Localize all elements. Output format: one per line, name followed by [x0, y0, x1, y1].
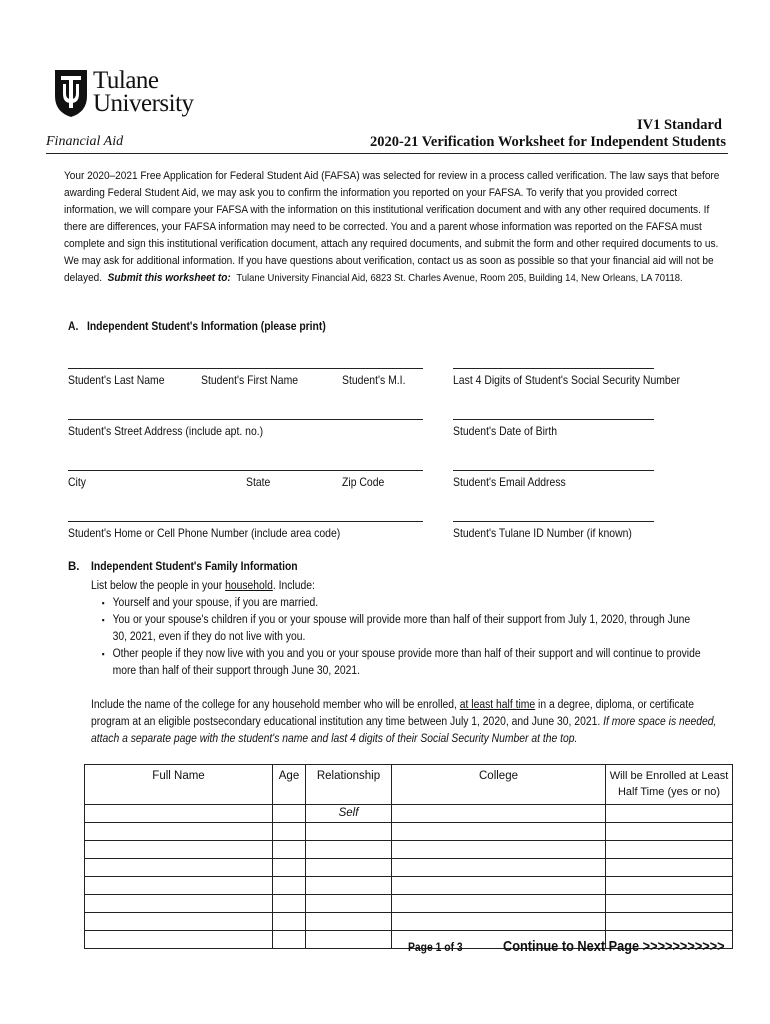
zip-label: Zip Code	[342, 476, 385, 489]
cell-age[interactable]	[273, 895, 306, 913]
bullet-item: ▪ You or your spouse's children if you or your spouse will provide more than half of their support from July 1, 2020, through June 30, 2021, even if they do not live with you.	[102, 612, 707, 646]
street-label: Student's Street Address (include apt. no.)	[68, 425, 264, 438]
section-b-letter: B.	[68, 561, 80, 573]
phone-line[interactable]	[68, 521, 423, 522]
dob-label: Student's Date of Birth	[453, 425, 558, 438]
cell-age[interactable]	[273, 877, 306, 895]
table-row	[85, 895, 733, 913]
half-time-term: at least half time	[459, 699, 536, 711]
tulane-id-label: Student's Tulane ID Number (if known)	[453, 527, 632, 540]
city-label: City	[68, 476, 86, 489]
cell-enrolled[interactable]	[606, 841, 733, 859]
cell-name[interactable]	[85, 859, 273, 877]
logo-wordmark-bottom: University	[93, 90, 194, 117]
cell-name[interactable]	[85, 931, 273, 949]
table-row	[85, 805, 733, 823]
cell-age[interactable]	[273, 859, 306, 877]
intro-line: complete and sign this institutional verification document, attach any required documents, and submit the form and other required documents to us.	[64, 238, 719, 250]
intro-line: We may ask for additional information. If you have questions about verification, contact us as soon as possible so that your financial aid will not be	[64, 255, 714, 267]
household-intro-pre: List below the people in your	[91, 580, 226, 592]
ssn-line[interactable]	[453, 368, 654, 369]
email-label: Student's Email Address	[453, 476, 566, 489]
cell-name[interactable]	[85, 841, 273, 859]
table-row	[85, 877, 733, 895]
cell-college[interactable]	[392, 823, 606, 841]
table-header-row	[85, 765, 733, 805]
college-paragraph	[91, 697, 721, 748]
intro-line: there are differences, your FAFSA information may need to be corrected. You and a parent whose information was reported on the FAFSA must	[64, 221, 702, 233]
university-logo	[53, 68, 223, 120]
table-row	[85, 859, 733, 877]
cell-relationship[interactable]	[306, 877, 392, 895]
tulane-id-line[interactable]	[453, 521, 654, 522]
col-college: College	[392, 765, 606, 805]
cell-age[interactable]	[273, 823, 306, 841]
college-text-2: in a degree, diploma, or certificate program at an eligible postsecondary educational institution any time between July 1, 2020, and June 30, 2021.	[91, 699, 694, 728]
tulane-shield-icon	[53, 68, 89, 118]
section-b-heading: Independent Student's Family Information	[91, 561, 298, 573]
cell-relationship-self: Self	[306, 805, 392, 823]
cell-name[interactable]	[85, 805, 273, 823]
cell-age[interactable]	[273, 931, 306, 949]
submit-label: Submit this worksheet to:	[107, 272, 231, 284]
bullet-item: ▪ Other people if they now live with you and you or your spouse provide more than half of their support and will continue to provide more than half of their support through June 30, 2021.	[102, 646, 707, 680]
household-bullets	[102, 595, 707, 680]
cell-relationship[interactable]	[306, 913, 392, 931]
first-name-label: Student's First Name	[201, 374, 299, 387]
table-row	[85, 913, 733, 931]
intro-delayed: delayed.	[64, 272, 103, 284]
cell-enrolled[interactable]	[606, 823, 733, 841]
cell-relationship[interactable]	[306, 841, 392, 859]
state-label: State	[246, 476, 271, 489]
mi-label: Student's M.I.	[342, 374, 406, 387]
cell-relationship[interactable]	[306, 931, 392, 949]
cell-enrolled[interactable]	[606, 877, 733, 895]
cell-college[interactable]	[392, 805, 606, 823]
cell-age[interactable]	[273, 805, 306, 823]
cell-relationship[interactable]	[306, 823, 392, 841]
phone-label: Student's Home or Cell Phone Number (include area code)	[68, 527, 341, 540]
email-line[interactable]	[453, 470, 654, 471]
table-row	[85, 823, 733, 841]
household-table	[84, 764, 733, 949]
cell-name[interactable]	[85, 823, 273, 841]
cell-enrolled[interactable]	[606, 805, 733, 823]
college-note: If more space is needed, attach a separate page with the student's name and last 4 digits of their Social Security Number at the top.	[91, 716, 717, 745]
cell-name[interactable]	[85, 895, 273, 913]
page-number: Page 1 of 3	[408, 942, 463, 954]
cell-enrolled[interactable]	[606, 859, 733, 877]
section-a-heading: A. Independent Student's Information (please print)	[68, 321, 326, 333]
dob-line[interactable]	[453, 419, 654, 420]
cell-college[interactable]	[392, 841, 606, 859]
cell-name[interactable]	[85, 877, 273, 895]
cell-name[interactable]	[85, 913, 273, 931]
form-title: 2020-21 Verification Worksheet for Independent Students	[370, 134, 726, 150]
cell-age[interactable]	[273, 913, 306, 931]
cell-enrolled[interactable]	[606, 895, 733, 913]
intro-line: information, we will compare your FAFSA with the information on this institutional verification document and with any other required documents. If	[64, 204, 710, 216]
col-enrolled: Will be Enrolled at Least Half Time (yes or no)	[606, 765, 733, 805]
submit-address: Tulane University Financial Aid, 6823 St. Charles Avenue, Room 205, Building 14, New Orleans, LA 70118.	[236, 272, 683, 284]
cell-enrolled[interactable]	[606, 913, 733, 931]
name-line[interactable]	[68, 368, 423, 369]
department-name: Financial Aid	[46, 134, 124, 149]
cell-age[interactable]	[273, 841, 306, 859]
col-age: Age	[273, 765, 306, 805]
last-name-label: Student's Last Name	[68, 374, 165, 387]
table-row	[85, 841, 733, 859]
intro-last-line	[64, 270, 683, 287]
col-relationship: Relationship	[306, 765, 392, 805]
street-line[interactable]	[68, 419, 423, 420]
col-full-name: Full Name	[85, 765, 273, 805]
cell-college[interactable]	[392, 877, 606, 895]
household-intro	[91, 578, 707, 595]
household-term: household	[225, 580, 273, 592]
form-code: IV1 Standard	[636, 117, 722, 133]
header-rule	[46, 153, 728, 154]
section-b-body	[91, 578, 717, 748]
cell-relationship[interactable]	[306, 895, 392, 913]
cell-college[interactable]	[392, 913, 606, 931]
college-text-1: Include the name of the college for any household member who will be enrolled,	[91, 699, 460, 711]
cell-college[interactable]	[392, 859, 606, 877]
city-state-zip-line[interactable]	[68, 470, 423, 471]
intro-paragraph	[64, 168, 744, 287]
continue-next-page: Continue to Next Page >>>>>>>>>>>	[503, 939, 725, 955]
intro-line: Your 2020–2021 Free Application for Federal Student Aid (FAFSA) was selected for review in a process called verification. The law says that before	[64, 170, 720, 182]
bullet-item: ▪ Yourself and your spouse, if you are married.	[102, 595, 707, 612]
intro-line: awarding Federal Student Aid, we may ask you to confirm the information you reported on your FAFSA. To verify that you provided correct	[64, 187, 678, 199]
household-intro-post: . Include:	[272, 580, 315, 592]
ssn-label: Last 4 Digits of Student's Social Security Number	[453, 374, 681, 387]
cell-relationship[interactable]	[306, 859, 392, 877]
logo-wordmark-top: Tulane	[93, 67, 159, 94]
cell-college[interactable]	[392, 895, 606, 913]
